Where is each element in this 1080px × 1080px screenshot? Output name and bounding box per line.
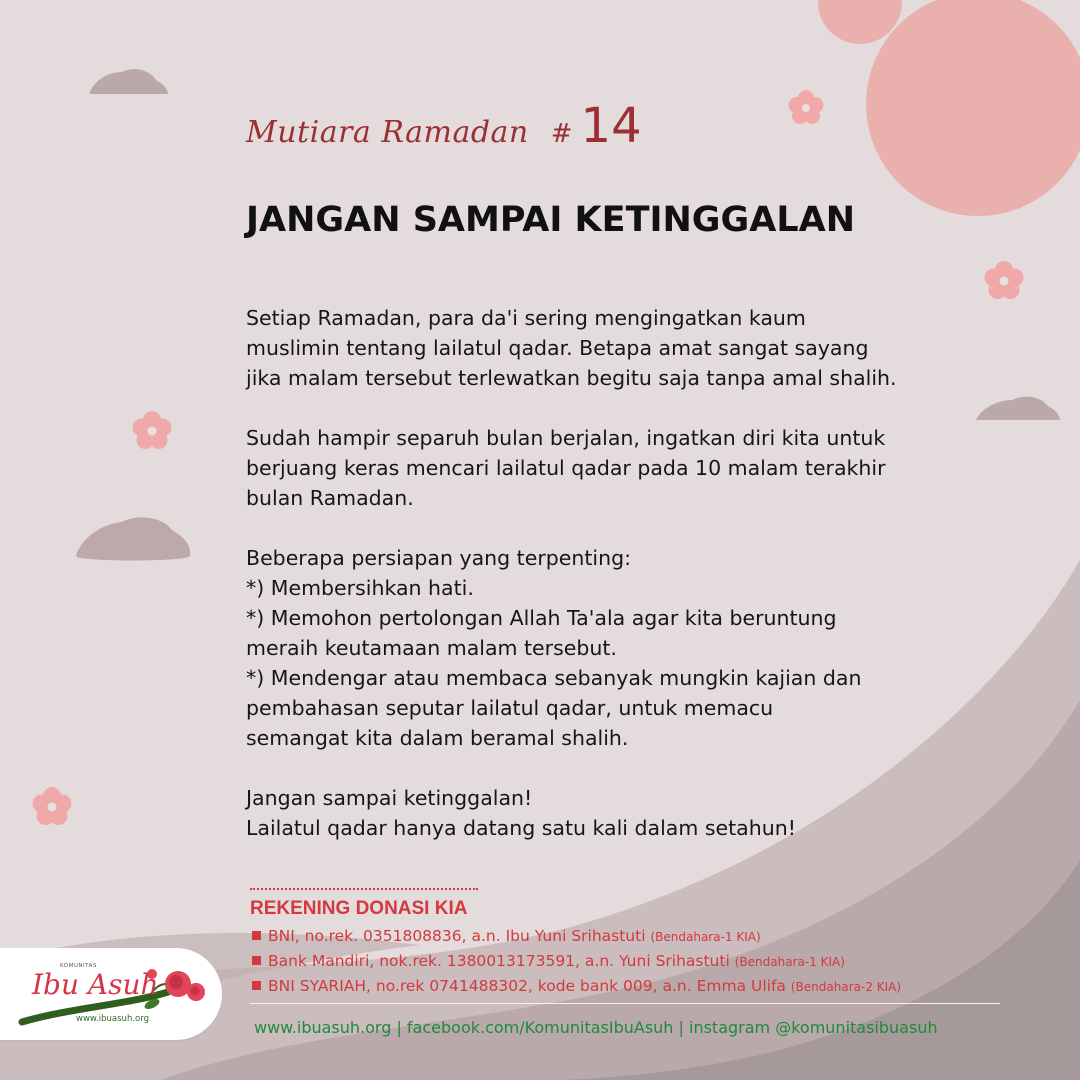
dotted-divider [250,888,478,890]
cloud-top-left [90,69,168,94]
donation-list [252,924,901,999]
body-line: pembahasan seputar lailatul qadar, untuk memacu [246,696,774,720]
series-header [246,98,642,154]
flower-right [985,261,1024,299]
donation-title: REKENING DONASI KIA [250,898,468,919]
donation-text: Bank Mandiri, nok.rek. 1380013173591, a.n. Yuni Srihastuti [268,952,730,970]
body-line: *) Mendengar atau membaca sebanyak mungkin kajian dan [246,666,862,690]
cloud-right [976,397,1060,420]
bullet-icon [252,931,261,940]
body-line: *) Memohon pertolongan Allah Ta'ala agar kita beruntung [246,606,837,630]
footer-links[interactable]: www.ibuasuh.org | facebook.com/KomunitasIbuAsuh | instagram @komunitasibuasuh [254,1018,938,1037]
bullet-icon [252,981,261,990]
flower-left [133,411,172,449]
body-line: Sudah hampir separuh bulan berjalan, ingatkan diri kita untuk [246,426,886,450]
body-line: Beberapa persiapan yang terpenting: [246,546,632,570]
donation-note: (Bendahara-1 KIA) [650,930,761,944]
body-line: Setiap Ramadan, para da'i sering mengingatkan kaum [246,306,806,330]
logo [0,948,222,1040]
bullet-icon [252,956,261,965]
donation-text: BNI, no.rek. 0351808836, a.n. Ibu Yuni Srihastuti [268,927,646,945]
body-line: berjuang keras mencari lailatul qadar pada 10 malam terakhir [246,456,886,480]
donation-item [252,949,901,974]
flower-bottom-left [33,787,72,825]
body-line: meraih keutamaan malam tersebut. [246,636,617,660]
body-line: semangat kita dalam beramal shalih. [246,726,629,750]
series-hash: # [550,119,573,149]
donation-item [252,924,901,949]
body-line: Lailatul qadar hanya datang satu kali dalam setahun! [246,816,796,840]
logo-url: www.ibuasuh.org [76,1014,149,1024]
footer-rule [250,1003,1000,1004]
body-line: *) Membersihkan hati. [246,576,474,600]
body-line: jika malam tersebut terlewatkan begitu saja tanpa amal shalih. [246,366,897,390]
body-line: muslimin tentang lailatul qadar. Betapa amat sangat sayang [246,336,869,360]
body-line: Jangan sampai ketinggalan! [246,786,533,810]
donation-text: BNI SYARIAH, no.rek 0741488302, kode bank 009, a.n. Emma Ulifa [268,977,786,995]
donation-note: (Bendahara-1 KIA) [734,955,845,969]
body-line: bulan Ramadan. [246,486,414,510]
donation-item [252,974,901,999]
flower-top-right [789,90,824,124]
donation-note: (Bendahara-2 KIA) [790,980,902,994]
series-number: 14 [580,98,642,154]
logo-name: Ibu Asuh [32,968,159,1001]
series-name: Mutiara Ramadan [246,115,529,150]
logo-top-label: KOMUNITAS [60,963,97,969]
pink-circle-large [866,0,1080,216]
page-title: JANGAN SAMPAI KETINGGALAN [246,200,855,240]
cloud-mid-left [76,517,190,560]
article-body [246,303,946,843]
